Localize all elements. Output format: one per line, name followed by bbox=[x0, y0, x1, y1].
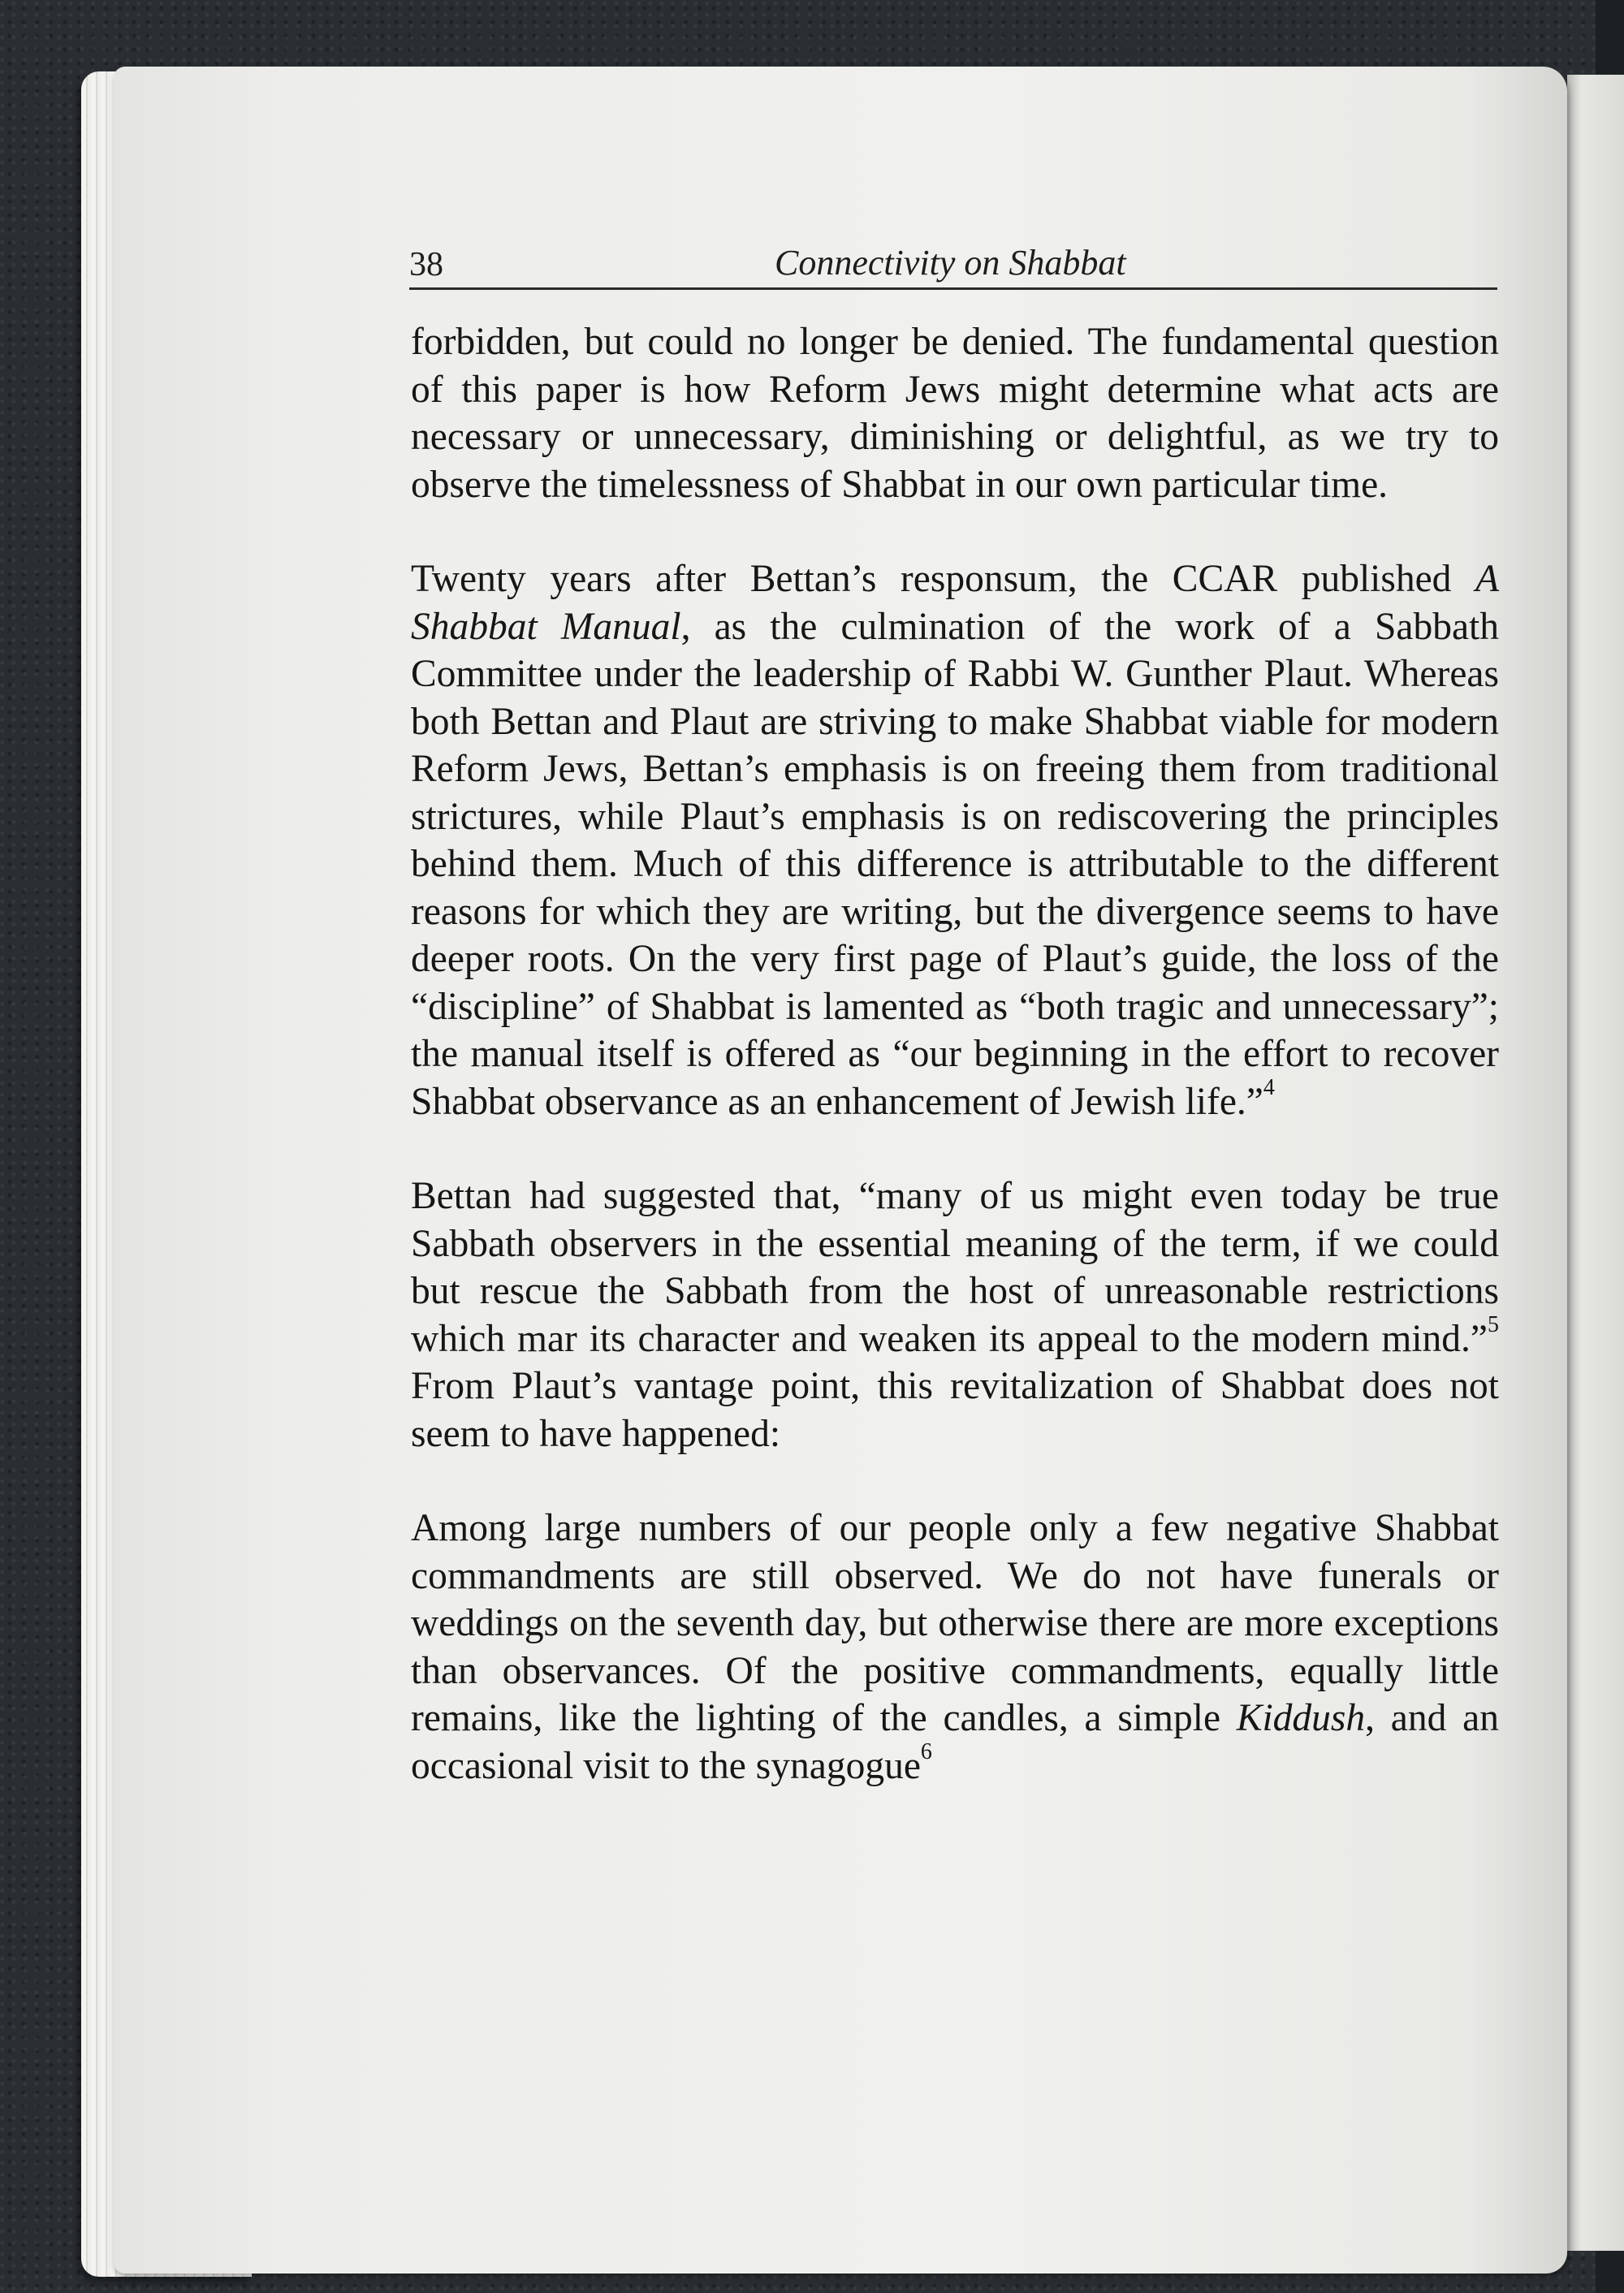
paragraph-3-text-a: Bettan had suggested that, “many of us might even today be true Sabbath observers in the essential meaning of the term, if we could but rescue the Sabbath from the host of unreasonable restrictions which mar its character and weaken its appeal to the modern mind.” bbox=[411, 1175, 1499, 1360]
paragraph-2 bbox=[411, 555, 1499, 1125]
facing-page-edge bbox=[1567, 75, 1624, 2251]
running-title: Connectivity on Shabbat bbox=[775, 243, 1126, 283]
paragraph-1-text: forbidden, but could no longer be denied. The fundamental question of this paper is how Reform Jews might determine what acts are necessary or unnecessary, diminishing or delightful, as we try to observe the timelessness of Shabbat in our own particular time. bbox=[411, 321, 1499, 506]
block-quote-text-b: , and an occasional visit to the synagogue bbox=[411, 1697, 1499, 1787]
paragraph-2-text-b: , as the culmination of the work of a Sabbath Committee under the leadership of Rabbi W. Gunther Plaut. Whereas both Bettan and Plaut are striving to make Shabbat viable for modern Reform Jews, Bettan’s emphasis is on freeing them from traditional strictures, while Plaut’s emphasis is on rediscovering the principles behind them. Much of this difference is attributable to the different reasons for which they are writing, but the divergence seems to have deeper roots. On the very first page of Plaut’s guide, the loss of the “discipline” of Shabbat is lamented as “both tragic and unnecessary”; the manual itself is offered as “our beginning in the effort to recover Shabbat observance as an enhancement of Jewish life.” bbox=[411, 605, 1499, 1123]
page-number: 38 bbox=[409, 246, 443, 283]
paragraph-3-text-b: From Plaut’s vantage point, this revitalization of Shabbat does not seem to have happened: bbox=[411, 1365, 1499, 1455]
footnote-marker-4: 4 bbox=[1263, 1074, 1275, 1100]
block-quote bbox=[411, 1505, 1499, 1790]
running-head bbox=[409, 242, 1497, 290]
footnote-marker-5: 5 bbox=[1488, 1311, 1499, 1337]
body-text bbox=[411, 318, 1499, 1790]
block-quote-text-a: Among large numbers of our people only a few negative Shabbat commandments are still observed. We do not have funerals or weddings on the seventh day, but otherwise there are more exceptions than observances. Of the positive commandments, equally little remains, like the lighting of the candles, a simple bbox=[411, 1507, 1499, 1739]
footnote-marker-6: 6 bbox=[920, 1738, 932, 1764]
paragraph-1 bbox=[411, 318, 1499, 508]
book-title-italic: A Shabbat Manual bbox=[411, 558, 1499, 648]
paragraph-3 bbox=[411, 1172, 1499, 1457]
paragraph-2-text-a: Twenty years after Bettan’s responsum, the CCAR published bbox=[411, 558, 1475, 600]
kiddush-italic: Kiddush bbox=[1236, 1697, 1366, 1739]
